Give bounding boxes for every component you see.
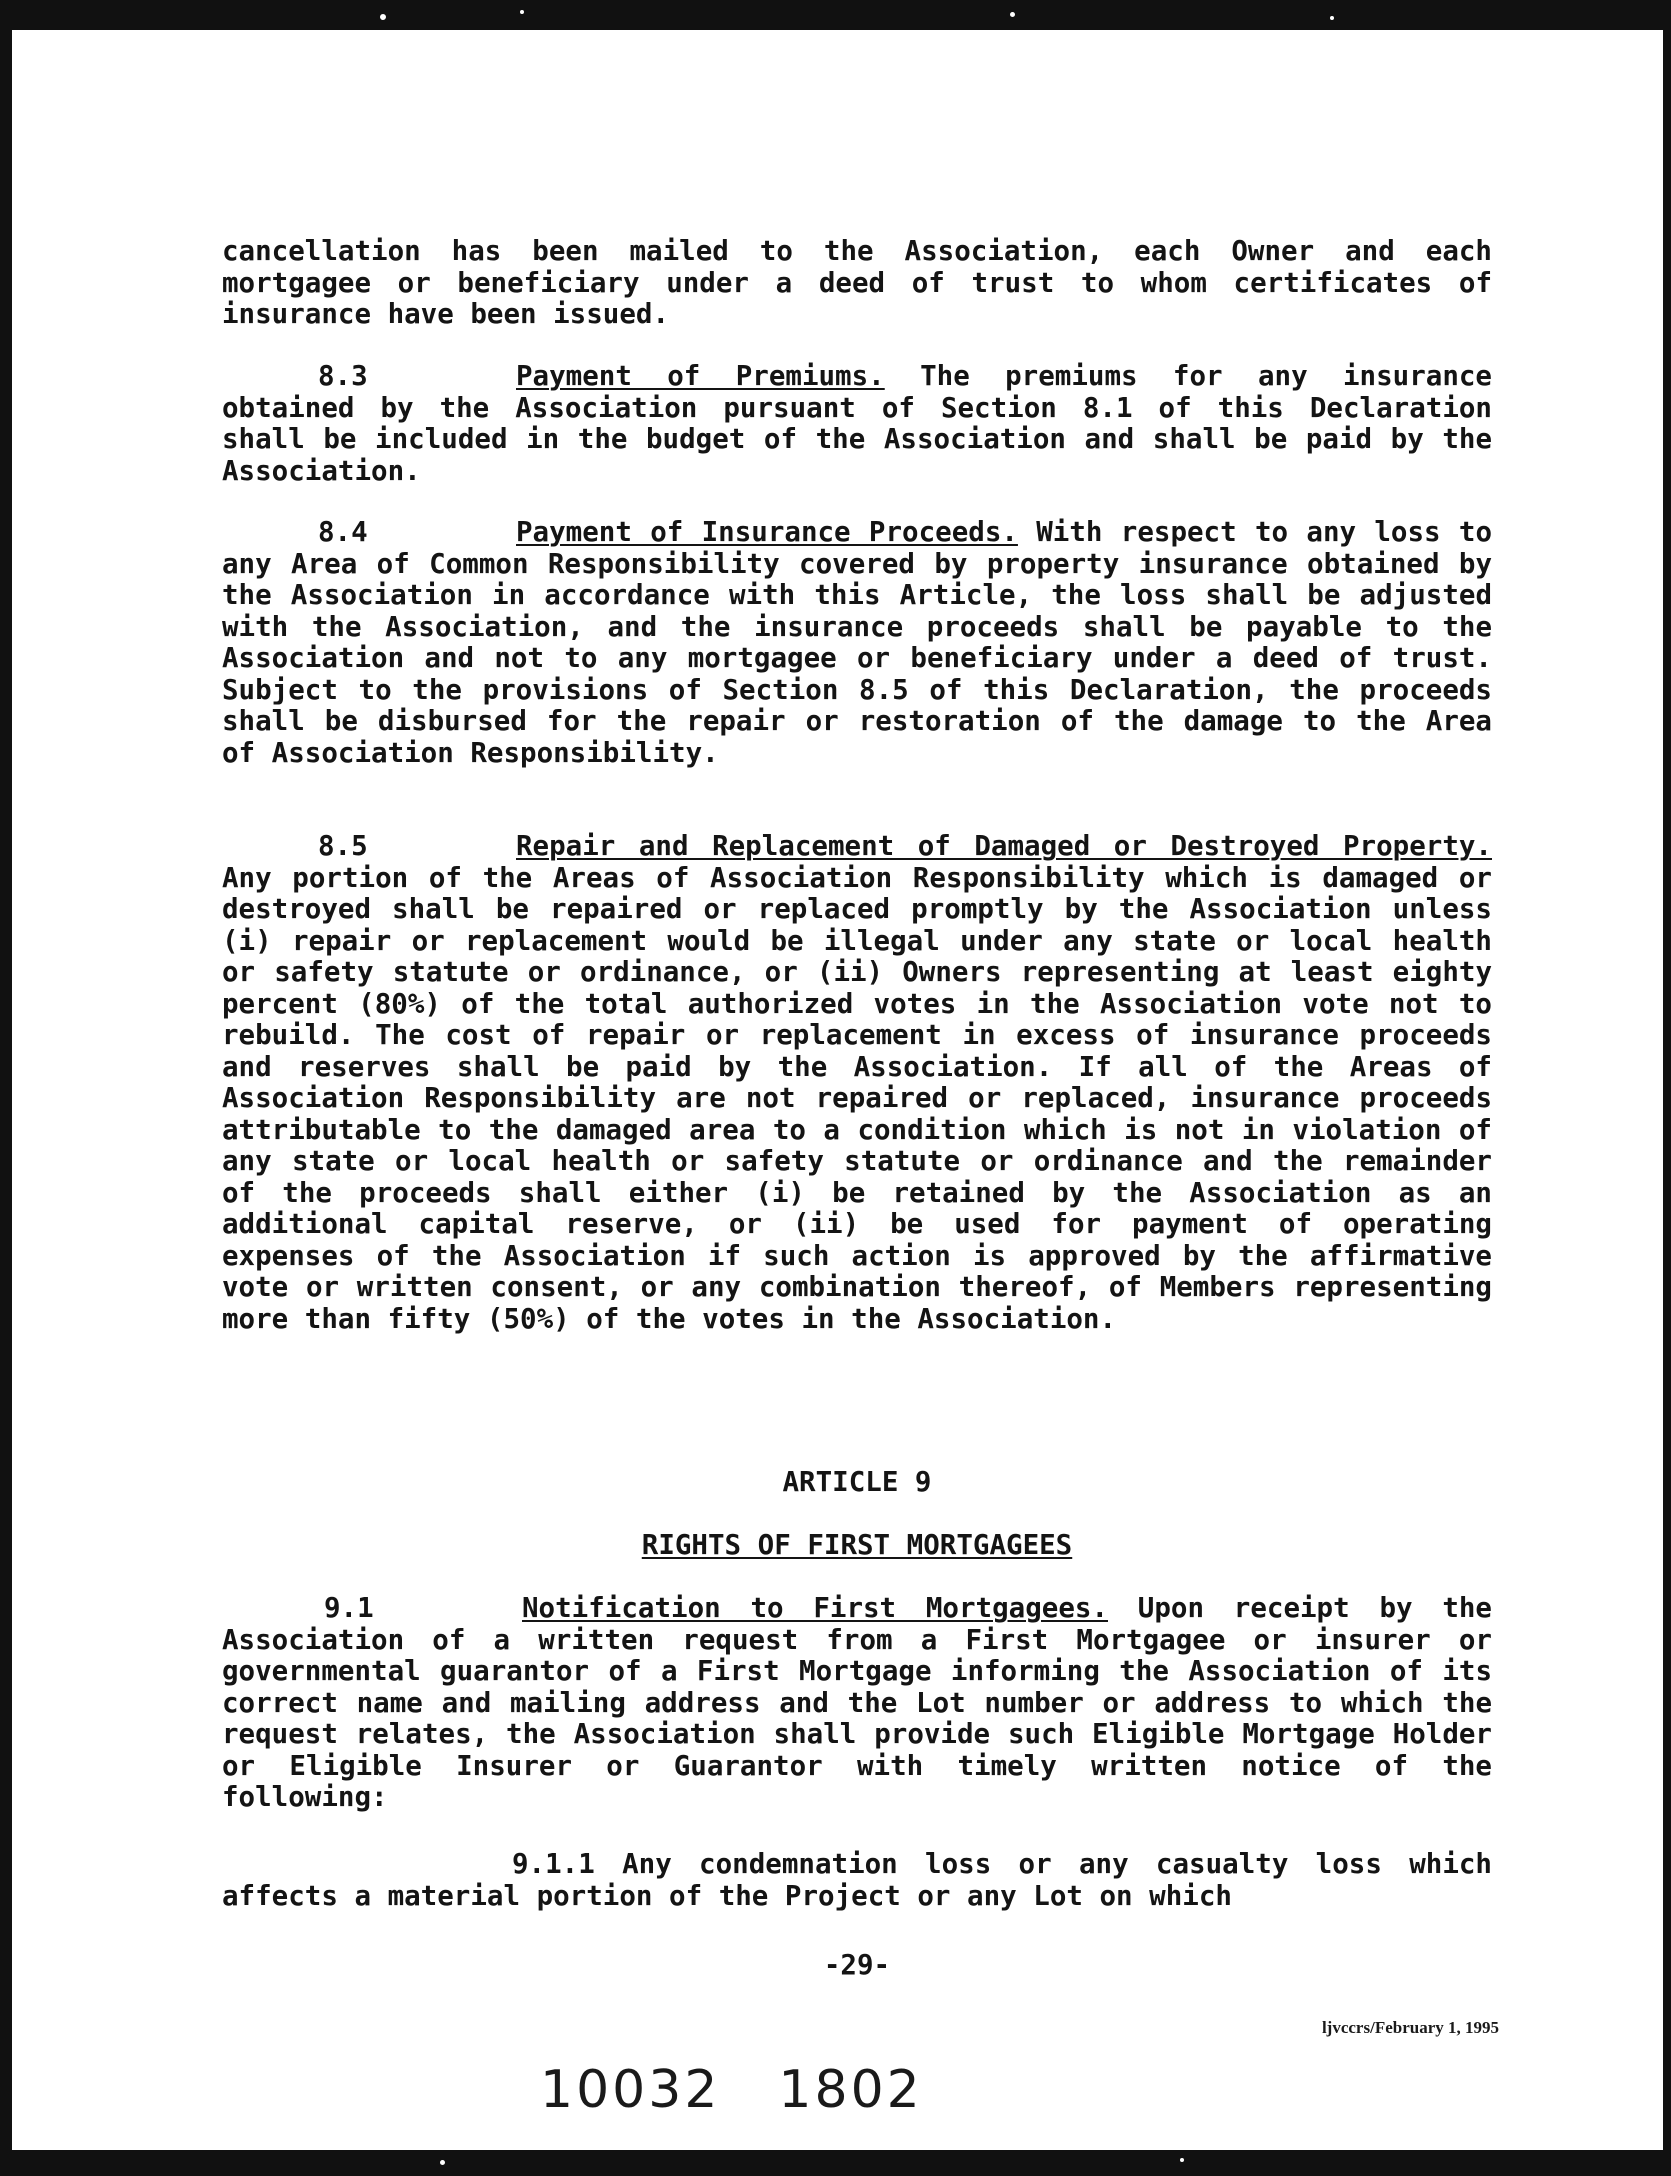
scan-border-right bbox=[1663, 0, 1671, 2176]
page-number: -29- bbox=[823, 1949, 891, 1981]
recording-stamp bbox=[540, 2060, 981, 2120]
article-heading: ARTICLE 9 bbox=[782, 1466, 932, 1498]
subsection-number: 9.1.1 bbox=[512, 1848, 595, 1880]
scan-speck bbox=[440, 2160, 445, 2165]
scan-speck bbox=[1330, 16, 1334, 20]
scan-speck bbox=[520, 10, 524, 14]
section-body: Upon receipt by the Association of a written request from a First Mortgagee or insurer or governmental guarantor of a First Mortgage informing the Association of its correct name and mailing address and the Lot number or address to which the request relates, the Association shall provide such Eligible Mortgage Holder or Eligible Insurer or Guarantor with timely written notice of the following: bbox=[222, 1592, 1492, 1813]
document-reference: ljvccrs/February 1, 1995 bbox=[1321, 2018, 1499, 2037]
section-title: Payment of Insurance Proceeds. bbox=[516, 516, 1018, 548]
scan-border-bottom bbox=[0, 2150, 1671, 2176]
section-title: Payment of Premiums. bbox=[516, 360, 885, 392]
intro-paragraph bbox=[222, 236, 1492, 331]
section-8-3 bbox=[222, 361, 1492, 487]
article-title bbox=[222, 1530, 1492, 1562]
section-number: 8.4 bbox=[318, 516, 368, 548]
scan-speck bbox=[1180, 2158, 1184, 2162]
scan-speck bbox=[380, 14, 386, 20]
scan-border-top bbox=[0, 0, 1671, 30]
scan-speck bbox=[1010, 12, 1015, 17]
section-body: With respect to any loss to any Area of Common Responsibility covered by property insurance obtained by the Association in accordance with this Article, the loss shall be adjusted with the Association, and the insurance proceeds shall be payable to the Association and not to any mortgagee or beneficiary under a deed of trust. Subject to the provisions of Section 8.5 of this Declaration, the proceeds shall be disbursed for the repair or restoration of the damage to the Area of Association Responsibility. bbox=[222, 516, 1492, 769]
section-number: 8.3 bbox=[318, 360, 368, 392]
section-title: Notification to First Mortgagees. bbox=[522, 1592, 1108, 1624]
section-9-1 bbox=[222, 1593, 1492, 1814]
section-number: 8.5 bbox=[318, 830, 368, 862]
section-number: 9.1 bbox=[324, 1592, 374, 1624]
intro-text: cancellation has been mailed to the Association, each Owner and each mortgagee or beneficiary under a deed of trust to whom certificates of insurance have been issued. bbox=[222, 235, 1492, 330]
section-8-5 bbox=[222, 831, 1492, 1335]
section-9-1-1 bbox=[222, 1849, 1492, 1912]
section-title: Repair and Replacement of Damaged or Destroyed Property. bbox=[516, 830, 1492, 862]
section-8-4 bbox=[222, 517, 1492, 769]
scan-border-left bbox=[0, 0, 12, 2176]
article-title-text: RIGHTS OF FIRST MORTGAGEES bbox=[641, 1529, 1073, 1561]
subsection-body: Any condemnation loss or any casualty loss which affects a material portion of the Project or any Lot on which bbox=[222, 1848, 1492, 1912]
section-body: Any portion of the Areas of Association Responsibility which is damaged or destroyed shall be repaired or replaced promptly by the Association unless (i) repair or replacement would be illegal under any state or local health or safety statute or ordinance, or (ii) Owners representing at least eighty percent (80%) of the total authorized votes in the Association vote not to rebuild. The cost of repair or replacement in excess of insurance proceeds and reserves shall be paid by the Association. If all of the Areas of Association Responsibility are not repaired or replaced, insurance proceeds attributable to the damaged area to a condition which is not in violation of any state or local health or safety statute or ordinance and the remainder of the proceeds shall either (i) be retained by the Association as an additional capital reserve, or (ii) be used for payment of operating expenses of the Association if such action is approved by the affirmative vote or written consent, or any combination thereof, of Members representing more than fifty (50%) of the votes in the Association. bbox=[222, 861, 1492, 1335]
section-body: The premiums for any insurance obtained by the Association pursuant of Section 8.1 of this Declaration shall be included in the budget of the Association and shall be paid by the Association. bbox=[222, 360, 1492, 487]
stamp-page-number: 1802 bbox=[778, 2060, 923, 2120]
stamp-book-number: 10032 bbox=[540, 2060, 721, 2120]
